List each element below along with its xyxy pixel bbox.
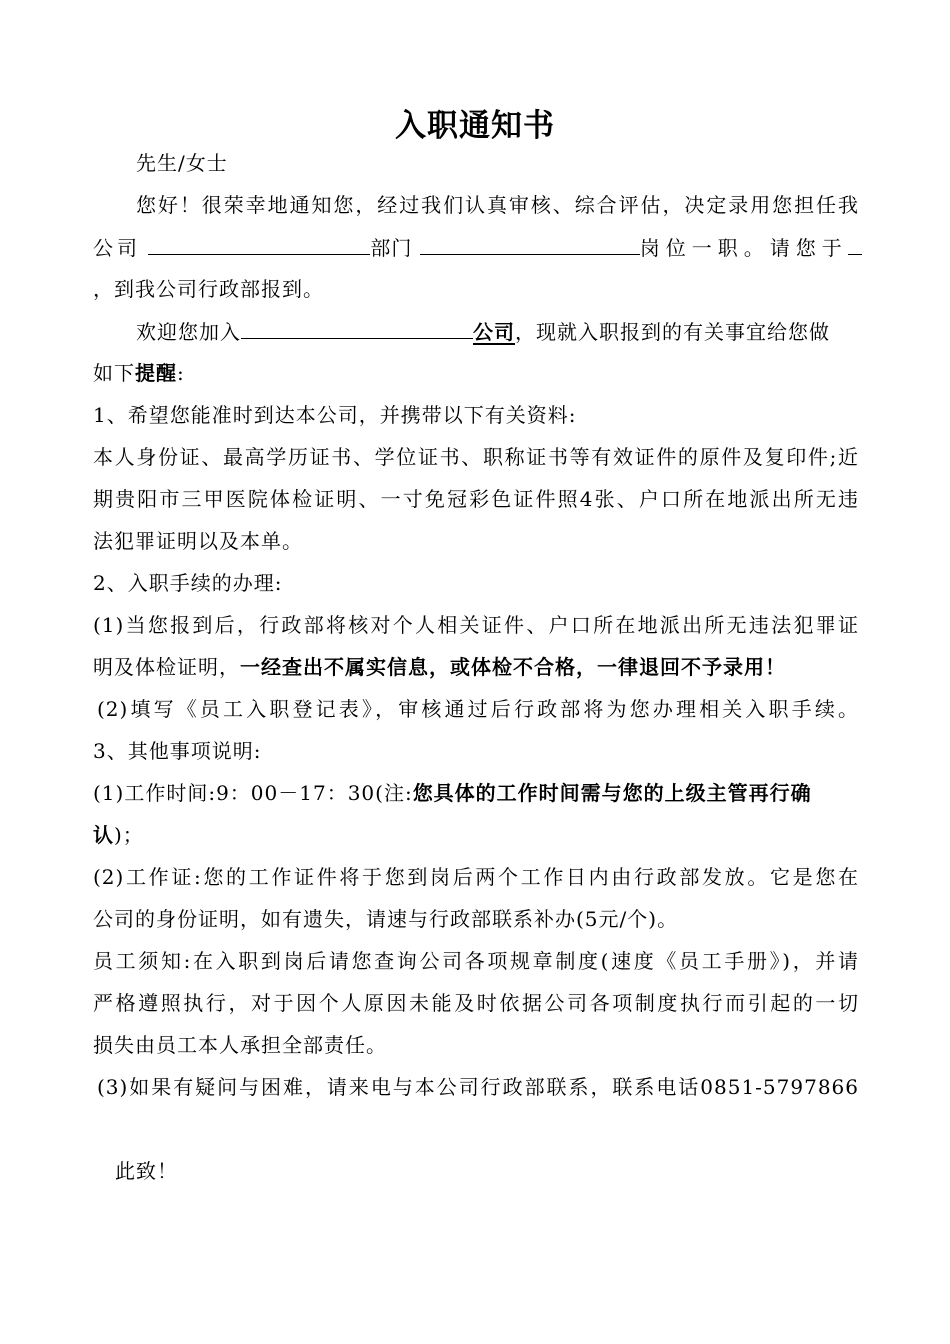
document-title: 入职通知书 — [395, 108, 555, 144]
section-2-item-1-prefix: 明及体检证明， — [93, 655, 240, 679]
welcome-company-blank[interactable] — [241, 318, 473, 339]
section-2-warning-bold: 一经查出不属实信息，或体检不合格，一律退回不予录用！ — [240, 655, 786, 679]
department-blank[interactable] — [420, 234, 640, 255]
section-2-item-1-line-2 — [93, 654, 859, 680]
welcome-line-1 — [136, 318, 859, 345]
notice-line-3: 损失由员工本人承担全部责任。 — [93, 1033, 387, 1057]
closing: 此致！ — [115, 1159, 178, 1183]
reminder-bold: 提醒 — [135, 361, 177, 385]
work-time-note-bold: 您具体的工作时间需与您的上级主管再行确 — [412, 781, 812, 805]
section-3-item-1-line-2 — [93, 822, 859, 848]
section-3-item-1-line-1 — [93, 780, 859, 806]
reminder-colon: : — [177, 361, 185, 385]
intro-line-2 — [93, 234, 859, 261]
notice-line-2: 严格遵照执行，对于因个人原因未能及时依据公司各项制度执行而引起的一切 — [93, 991, 859, 1015]
company-word: 公司 — [93, 236, 141, 260]
welcome-suffix: ，现就入职报到的有关事宜给您做 — [515, 320, 830, 344]
section-3-item-3: (3)如果有疑问与困难，请来电与本公司行政部联系，联系电话0851-5797866 — [97, 1075, 859, 1099]
section-3-heading: 3、其他事项说明: — [93, 739, 262, 763]
section-2-heading: 2、入职手续的办理: — [93, 571, 283, 595]
section-2-item-1-line-1: (1)当您报到后，行政部将核对个人相关证件、户口所在地派出所无违法犯罪证 — [93, 613, 859, 637]
dept-word: 部门 — [370, 236, 413, 260]
section-1-line-1: 本人身份证、最高学历证书、学位证书、职称证书等有效证件的原件及复印件;近 — [93, 445, 859, 469]
welcome-company-bold: 公司 — [473, 320, 515, 344]
section-1-heading: 1、希望您能准时到达本公司，并携带以下有关资料: — [93, 403, 577, 427]
section-3-item-2-line-2: 公司的身份证明，如有遗失，请速与行政部联系补办(5元/个)。 — [93, 907, 679, 931]
salutation: 先生/女士 — [136, 151, 228, 175]
work-time-note-suffix: )； — [114, 823, 144, 847]
company-blank[interactable] — [148, 234, 370, 255]
section-1-line-2: 期贵阳市三甲医院体检证明、一寸免冠彩色证件照4张、户口所在地派出所无违 — [93, 487, 859, 511]
section-2-item-2: (2)填写《员工入职登记表》，审核通过后行政部将为您办理相关入职手续。 — [97, 697, 859, 721]
work-time-prefix: (1)工作时间:9：00－17：30(注: — [93, 781, 413, 805]
section-1-line-3: 法犯罪证明以及本单。 — [93, 529, 303, 553]
intro-line-1: 您好！很荣幸地通知您，经过我们认真审核、综合评估，决定录用您担任我 — [136, 193, 859, 217]
position-text: 岗位一职。请您于 — [639, 236, 848, 260]
welcome-line-2 — [93, 360, 859, 386]
intro-line-3: ，到我公司行政部报到。 — [93, 277, 324, 301]
notice-line-1: 员工须知:在入职到岗后请您查询公司各项规章制度(速度《员工手册》)，并请 — [93, 949, 859, 973]
welcome-prefix: 欢迎您加入 — [136, 320, 241, 344]
work-time-note-end-bold: 认 — [93, 823, 114, 847]
welcome-l2-prefix: 如下 — [93, 361, 135, 385]
date-blank[interactable] — [848, 234, 862, 255]
section-3-item-2-line-1: (2)工作证:您的工作证件将于您到岗后两个工作日内由行政部发放。它是您在 — [93, 865, 859, 889]
